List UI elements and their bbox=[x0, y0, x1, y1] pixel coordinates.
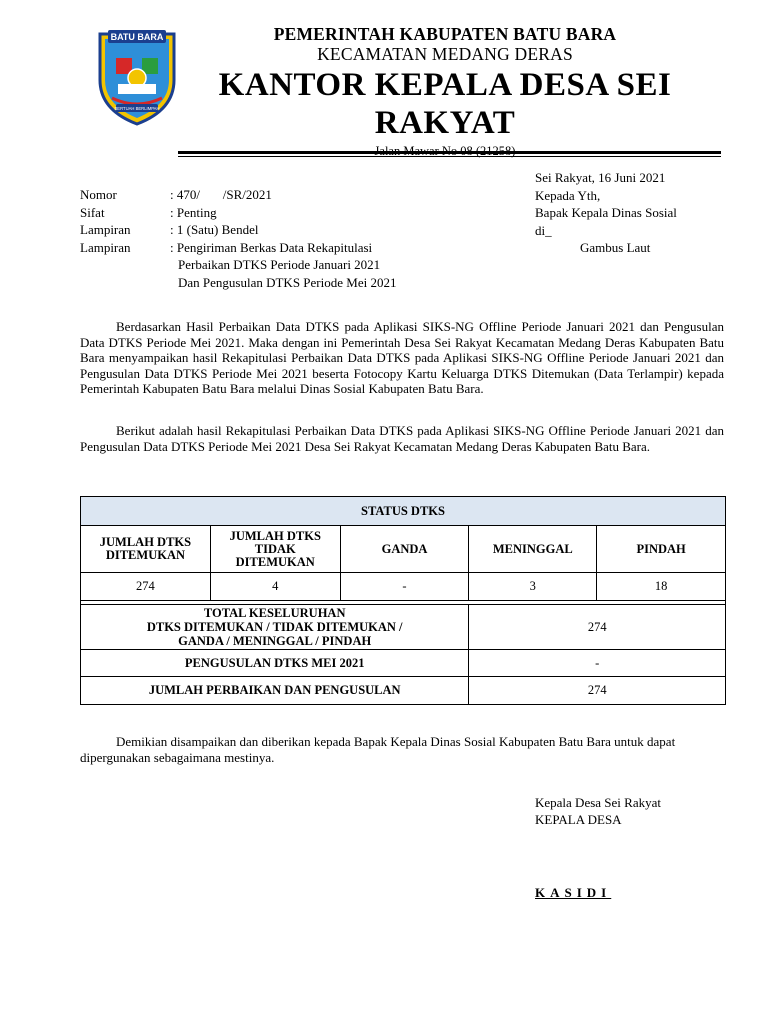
batu-bara-crest-logo bbox=[96, 28, 178, 126]
table-row-total bbox=[81, 605, 726, 650]
signature-title: Kepala Desa Sei Rakyat bbox=[535, 795, 661, 810]
total-label-line: TOTAL KESELURUHAN bbox=[203, 606, 346, 620]
body-paragraph-1: Berdasarkan Hasil Perbaikan Data DTKS pada Aplikasi SIKS-NG Offline Periode Januari 2021 dan Pengusulan Data DTKS Periode Mei 2021. Maka dengan ini Pemerintah Desa Sei Rakyat Kecamatan Medang Deras Kabupaten Batu Bara menyampaikan hasil Rekapitulasi Perbaikan Data DTKS pada Aplikasi SIKS-NG Offline Periode Januari 2021 dan Pengusulan Data DTKS Periode Mei 2021 beserta Fotocopy Kartu Keluarga DTKS Ditemukan (Data Terlampir) kepada Pemerintah Kabupaten Batu Bara melalui Dinas Sosial Kabupaten Batu Bara. bbox=[80, 319, 724, 396]
recipient-di: di_ bbox=[535, 222, 552, 238]
total-label bbox=[81, 605, 469, 650]
table-cell: - bbox=[340, 573, 469, 601]
total-label-line: GANDA / MENINGGAL / PINDAH bbox=[178, 634, 372, 648]
usulan-label: PENGUSULAN DTKS MEI 2021 bbox=[81, 650, 469, 677]
government-name: PEMERINTAH KABUPATEN BATU BARA bbox=[273, 24, 617, 44]
signer-name: KASIDI bbox=[535, 885, 612, 900]
meta-nomor bbox=[80, 186, 396, 204]
total-value: 274 bbox=[469, 605, 726, 650]
table-cell: 3 bbox=[469, 573, 597, 601]
jumlah-label: JUMLAH PERBAIKAN DAN PENGUSULAN bbox=[81, 677, 469, 705]
office-name-line1: KANTOR KEPALA DESA SEI bbox=[218, 67, 672, 103]
office-name-line2: RAKYAT bbox=[374, 105, 516, 141]
meta-sifat bbox=[80, 204, 396, 222]
recipient-block bbox=[535, 169, 677, 257]
district-name: KECAMATAN MEDANG DERAS bbox=[317, 44, 573, 64]
column-header: MENINGGAL bbox=[469, 526, 597, 573]
recipient-place: Gambus Laut bbox=[580, 240, 651, 255]
table-row-jumlah bbox=[81, 677, 726, 705]
meta-lampiran bbox=[80, 221, 396, 239]
status-dtks-table bbox=[80, 496, 726, 705]
meta-label: Lampiran bbox=[80, 222, 131, 237]
column-header: JUMLAH DTKS TIDAK DITEMUKAN bbox=[210, 526, 340, 573]
table-title: STATUS DTKS bbox=[81, 497, 726, 526]
table-header-row bbox=[81, 526, 726, 573]
column-header: GANDA bbox=[340, 526, 469, 573]
meta-value: : 1 (Satu) Bendel bbox=[170, 222, 259, 237]
meta-value: : Penting bbox=[170, 204, 217, 220]
meta-perihal-cont: Perbaikan DTKS Periode Januari 2021 bbox=[178, 257, 381, 272]
meta-label: Nomor bbox=[80, 187, 117, 202]
logo-motto: BERTUAH BERLIMPAH bbox=[114, 106, 160, 111]
usulan-value: - bbox=[469, 650, 726, 677]
table-cell: 4 bbox=[210, 573, 340, 601]
jumlah-value: 274 bbox=[469, 677, 726, 705]
letter-meta bbox=[80, 186, 396, 291]
letterhead-rule-thick bbox=[178, 151, 721, 154]
meta-label: Sifat bbox=[80, 204, 105, 220]
letterhead bbox=[190, 24, 700, 158]
letterhead-rule-thin bbox=[178, 156, 721, 157]
meta-perihal-cont: Dan Pengusulan DTKS Periode Mei 2021 bbox=[178, 274, 397, 290]
letter-date: Sei Rakyat, 16 Juni 2021 bbox=[535, 170, 666, 185]
column-header: JUMLAH DTKS DITEMUKAN bbox=[81, 526, 211, 573]
meta-value: : 470/ /SR/2021 bbox=[170, 187, 272, 202]
table-cell: 274 bbox=[81, 573, 211, 601]
table-row-usulan bbox=[81, 650, 726, 677]
table-cell: 18 bbox=[597, 573, 726, 601]
meta-value: : Pengiriman Berkas Data Rekapitulasi bbox=[170, 239, 373, 255]
meta-perihal bbox=[80, 239, 396, 257]
meta-label: Lampiran bbox=[80, 239, 131, 255]
recipient-greeting: Kepada Yth, bbox=[535, 187, 601, 203]
recipient-name: Bapak Kepala Dinas Sosial bbox=[535, 205, 677, 220]
column-header: PINDAH bbox=[597, 526, 726, 573]
logo-text: BATU BARA bbox=[110, 32, 164, 42]
closing-paragraph: Demikian disampaikan dan diberikan kepada Bapak Kepala Dinas Sosial Kabupaten Batu Bara untuk dapat dipergunakan sebagaimana mestinya. bbox=[80, 734, 676, 765]
signature-block bbox=[535, 794, 661, 828]
body-paragraph-2: Berikut adalah hasil Rekapitulasi Perbaikan Data DTKS pada Aplikasi SIKS-NG Offline Periode Januari 2021 dan Pengusulan Data DTKS Periode Mei 2021 Desa Sei Rakyat Kecamatan Medang Deras Kabupaten Batu Bara. bbox=[80, 423, 724, 454]
signature-position: KEPALA DESA bbox=[535, 812, 622, 827]
table-row bbox=[81, 573, 726, 601]
total-label-line: DTKS DITEMUKAN / TIDAK DITEMUKAN / bbox=[146, 620, 403, 634]
